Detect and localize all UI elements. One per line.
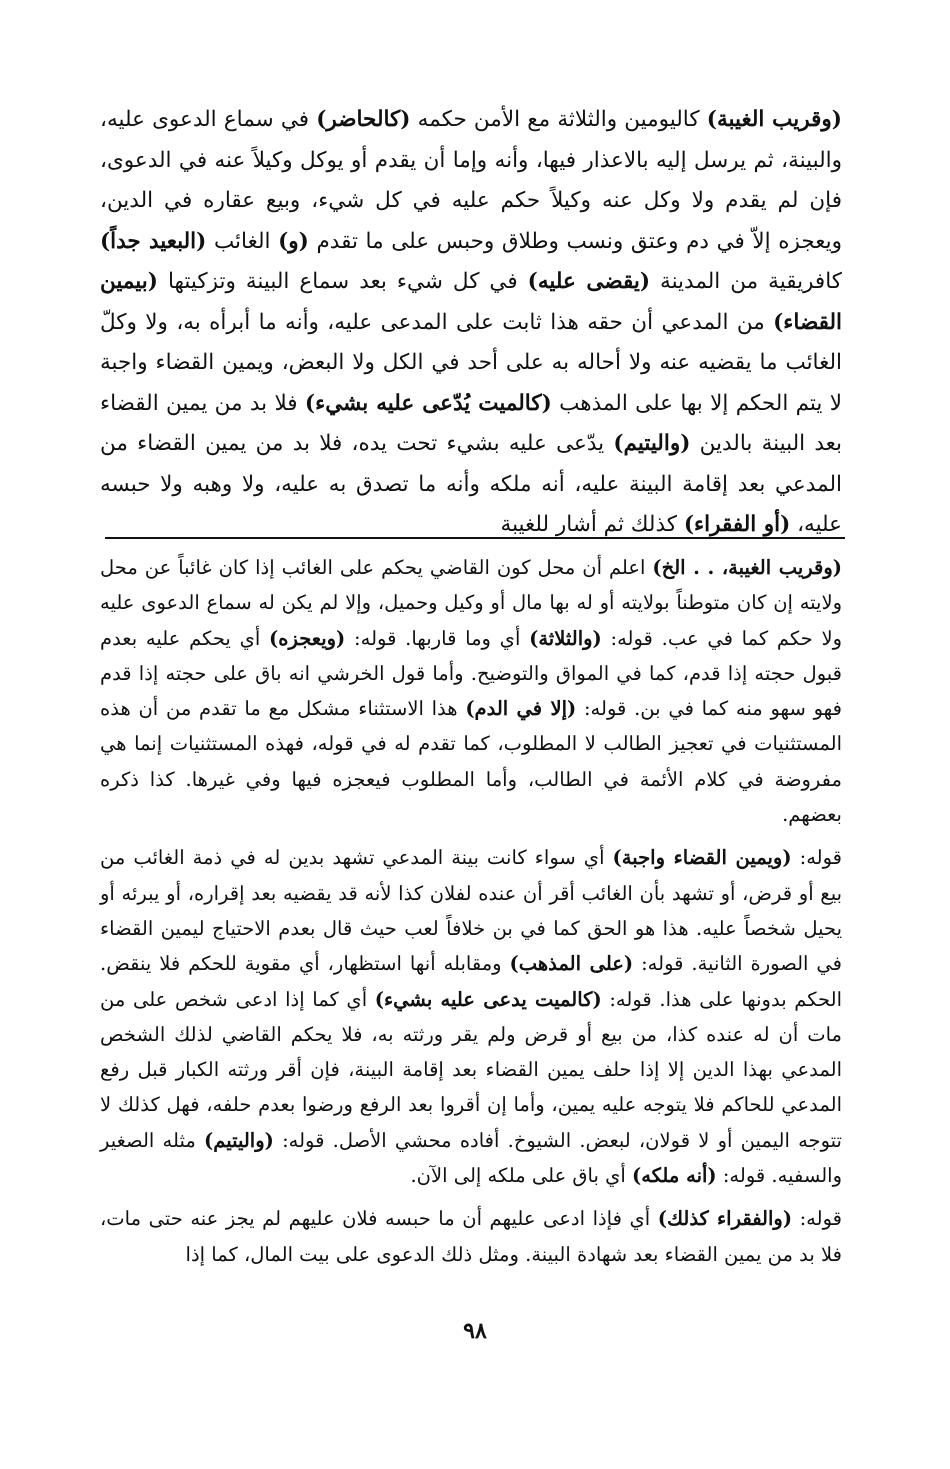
footnote-paragraph: قوله: (والفقراء كذلك) أي فإذا ادعى عليهم أن ما حبسه فلان عليهم لم يجز عنه حتى مات، فلا بد من يمين القضاء بعد شهادة البينة. ومثل ذلك الدعوى على بيت المال، كما إذا (100, 1207, 842, 1266)
footnotes (100, 550, 842, 1272)
footnote-paragraph: قوله: (ويمين القضاء واجبة) أي سواء كانت بينة المدعي تشهد بدين له في ذمة الغائب من بيع أو قرض، أو تشهد بأن الغائب أقر أن عنده لفلان كذا لأنه قد يقضيه بعد إقراره، أو يبرئه أو يحيل شخصاً عليه. هذا هو الحق كما في بن خلافاً لعب حيث قال بعدم الاحتياج ليمين القضاء في الصورة الثانية. قوله: (على المذهب) ومقابله أنها استظهار، أي مقوية للحكم فلا ينقض. الحكم بدونها على هذا. قوله: (كالميت يدعى عليه بشيء) أي كما إذا ادعى شخص على من مات أن له عنده كذا، من بيع أو قرض ولم يقر ورثته به، فلا يحكم القاضي لذلك الشخص المدعي بهذا الدين إلا إذا حلف يمين القضاء بعد إقامة البينة، فإن أقر ورثته الكبار قبل رفع المدعي للحاكم فلا يتوجه عليه يمين، وأما إن أقروا بعد الرفع ورضوا بعدم حلفه، فهل كذلك لا تتوجه اليمين أو لا قولان، لبعض. الشيوخ. أفاده محشي الأصل. قوله: (واليتيم) مثله الصغير والسفيه. قوله: (أنه ملكه) أي باق على ملكه إلى الآن. (100, 846, 842, 1188)
footnote-divider (105, 537, 845, 539)
footnote-paragraph: (وقريب الغيبة، . . الخ) اعلم أن محل كون القاضي يحكم على الغائب إذا كان غائباً عن محل ولايته إن كان متوطناً بولايته أو له بها مال أو وكيل وحميل، وإلا لم يكن له سماع الدعوى عليه ولا حكم كما في عب. قوله: (والثلاثة) أي وما قاربها. قوله: (ويعجزه) أي يحكم عليه بعدم قبول حجته إذا قدم، كما في المواق والتوضيح. وأما قول الخرشي انه باق على حجته إذا قدم فهو سهو منه كما في بن. قوله: (إلا في الدم) هذا الاستثناء مشكل مع ما تقدم من أن هذه المستثنيات في تعجيز الطالب لا المطلوب، كما تقدم له في قوله، فهذه المستثنيات إنما هي مفروضة في كلام الأئمة في الطالب، وأما المطلوب فيعجزه فيها وفي غيرها. كذا ذكره بعضهم. (100, 556, 843, 827)
main-text: (وقريب الغيبة) كاليومين والثلاثة مع الأمن حكمه (كالحاضر) في سماع الدعوى عليه، والبينة، ثم يرسل إليه بالاعذار فيها، وأنه وإما أن يقدم أو يوكل وكيلاً عنه في الدعوى، فإن لم يقدم ولا وكل عنه وكيلاً حكم عليه في كل شيء، وبيع عقاره في الدين، ويعجزه إلاّ في دم وعتق ونسب وطلاق وحبس على ما تقدم (و) الغائب (البعيد جداً) كافريقية من المدينة (يقضى عليه) في كل شيء بعد سماع البينة وتزكيتها (بيمين القضاء) من المدعي أن حقه هذا ثابت على المدعى عليه، وأنه ما أبرأه به، ولا وكلّ الغائب ما يقضيه عنه ولا أحاله به على أحد في الكل ولا البعض، ويمين القضاء واجبة لا يتم الحكم إلا بها على المذهب (كالميت يُدّعى عليه بشيء) فلا بد من يمين القضاء بعد البينة بالدين (واليتيم) يدّعى عليه بشيء تحت يده، فلا بد من يمين القضاء من المدعي بعد إقامة البينة عليه، أنه ملكه وأنه ما تصدق به عليه، ولا وهبه ولا حبسه عليه، (أو الفقراء) كذلك ثم أشار للغيبة (100, 107, 843, 537)
page-number: ٩٨ (463, 1318, 487, 1344)
